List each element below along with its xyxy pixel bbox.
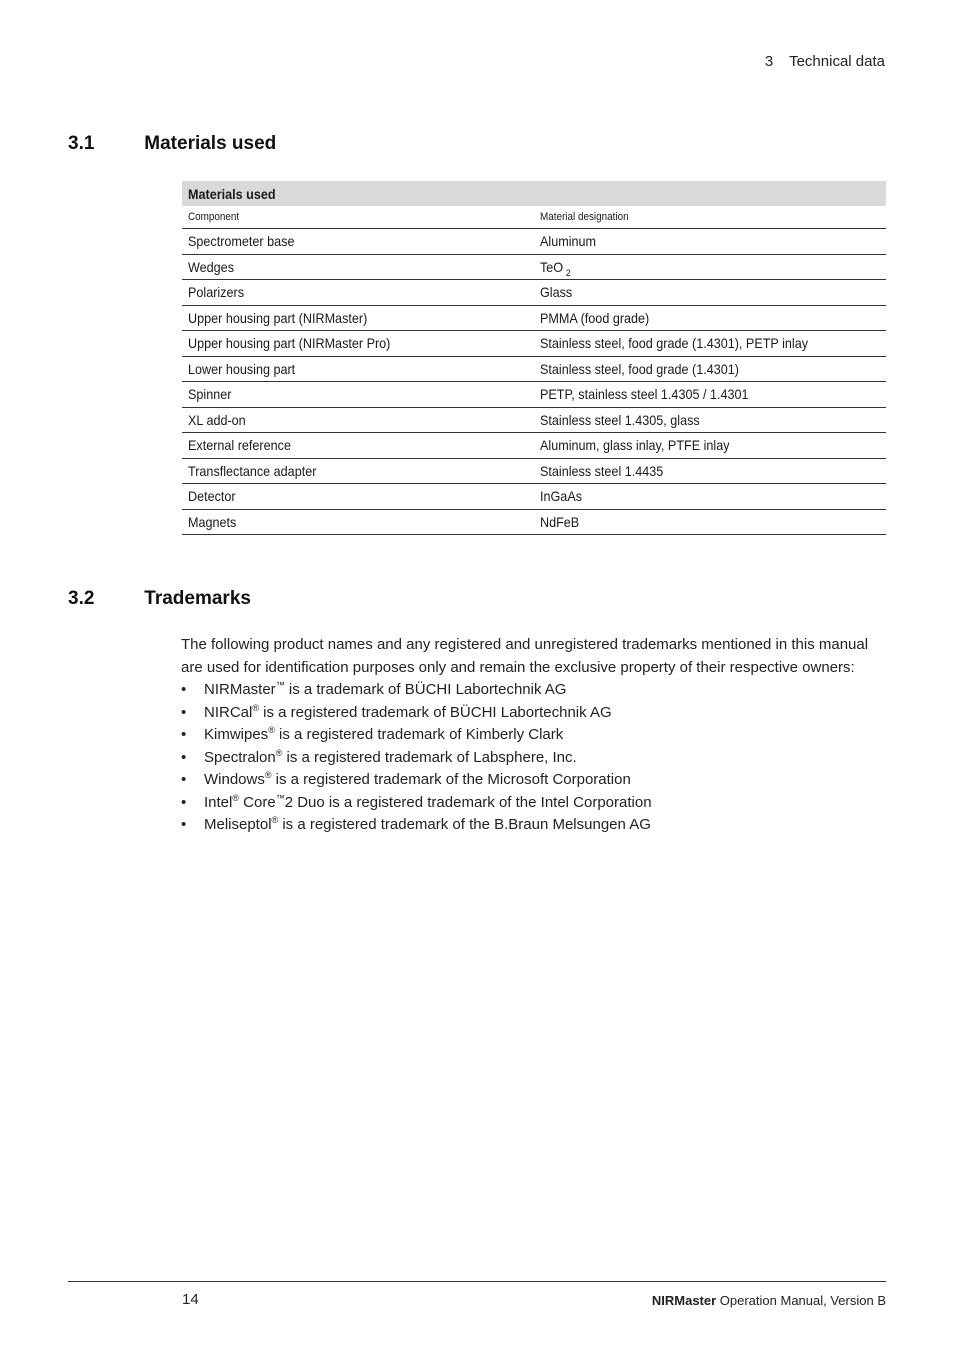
table-row	[182, 356, 886, 382]
trademark-text: is a trademark of BÜCHI Labortechnik AG	[284, 681, 567, 698]
material-cell: Stainless steel, food grade (1.4301), PETP inlay	[534, 331, 886, 357]
section-title: Materials used	[144, 133, 277, 154]
table-row	[182, 407, 886, 433]
material-cell: Stainless steel 1.4305, glass	[534, 407, 886, 433]
footer-doc-title: Operation Manual, Version B	[716, 1293, 886, 1308]
trademark-text: is a registered trademark of the Microsoft Corporation	[271, 771, 631, 788]
trademark-text: is a registered trademark of Kimberly Clark	[274, 726, 564, 743]
table-row	[182, 254, 886, 280]
chapter-title: Technical data	[789, 53, 885, 70]
list-item	[181, 724, 886, 747]
trademark-name: Intel	[204, 793, 233, 811]
trademark-symbol: ®	[264, 770, 272, 780]
chapter-number: 3	[764, 53, 774, 70]
table-row	[182, 509, 886, 535]
material-cell: Glass	[534, 280, 886, 306]
bullet: •	[181, 703, 187, 721]
trademark-symbol: ™	[275, 792, 285, 803]
table-row	[182, 458, 886, 484]
trademark-symbol: ®	[271, 815, 279, 825]
component-cell: Upper housing part (NIRMaster)	[182, 305, 534, 331]
trademark-symbol: ®	[252, 702, 259, 713]
column-header-component: Component	[182, 206, 534, 229]
component-cell: XL add-on	[182, 407, 534, 433]
component-cell: Polarizers	[182, 280, 534, 306]
trademark-symbol: ™	[275, 680, 285, 690]
list-item	[181, 679, 886, 702]
trademark-list	[181, 679, 886, 837]
trademark-text: is a registered trademark of BÜCHI Labortechnik AG	[258, 703, 612, 721]
list-item	[181, 702, 886, 725]
trademark-text: is a registered trademark of the B.Braun Melsungen AG	[278, 816, 651, 833]
list-item	[181, 747, 886, 770]
bullet: •	[181, 771, 187, 788]
list-item	[181, 814, 886, 837]
trademark-symbol: ®	[232, 792, 239, 803]
bullet: •	[181, 726, 187, 743]
bullet: •	[181, 816, 187, 833]
trademark-name: Core	[239, 793, 276, 811]
material-cell: PETP, stainless steel 1.4305 / 1.4301	[534, 382, 886, 408]
trademarks-body	[181, 634, 886, 837]
component-cell: Wedges	[182, 254, 534, 280]
component-cell: Lower housing part	[182, 356, 534, 382]
running-header	[765, 53, 885, 70]
section-title: Trademarks	[144, 588, 251, 609]
table-title-row	[182, 181, 886, 206]
trademark-name: NIRMaster	[204, 681, 276, 698]
component-cell: Spinner	[182, 382, 534, 408]
trademark-name: Windows	[204, 771, 265, 788]
section-number: 3.2	[68, 588, 95, 609]
bullet: •	[181, 681, 187, 698]
material-cell: TeO $_2$	[534, 254, 886, 280]
material-cell: Stainless steel, food grade (1.4301)	[534, 356, 886, 382]
list-item	[181, 769, 886, 792]
section-heading-trademarks	[68, 588, 251, 610]
material-cell: Stainless steel 1.4435	[534, 458, 886, 484]
material-cell: Aluminum	[534, 229, 886, 255]
footer-document-title	[652, 1293, 886, 1308]
table-row	[182, 484, 886, 510]
footer-rule	[68, 1281, 886, 1282]
component-cell: Detector	[182, 484, 534, 510]
column-header-material: Material designation	[534, 206, 886, 229]
table-row	[182, 229, 886, 255]
section-heading-materials	[68, 133, 276, 155]
trademark-name: NIRCal	[204, 703, 253, 721]
trademark-name: Kimwipes	[204, 726, 269, 743]
table-row	[182, 331, 886, 357]
table-title: Materials used	[182, 181, 886, 206]
material-cell: NdFeB	[534, 509, 886, 535]
material-cell: Aluminum, glass inlay, PTFE inlay	[534, 433, 886, 459]
page-number: 14	[182, 1291, 199, 1308]
material-cell: InGaAs	[534, 484, 886, 510]
table-row	[182, 280, 886, 306]
trademark-symbol: ®	[268, 725, 275, 735]
component-cell: Magnets	[182, 509, 534, 535]
trademarks-intro: The following product names and any registered and unregistered trademarks mentioned in this manual are used for identification purposes only and remain the exclusive property of their respective owners:	[181, 636, 869, 676]
table-row	[182, 382, 886, 408]
component-cell: External reference	[182, 433, 534, 459]
list-item	[181, 792, 886, 815]
trademark-name: Meliseptol	[204, 816, 272, 833]
component-cell: Upper housing part (NIRMaster Pro)	[182, 331, 534, 357]
trademark-text: is a registered trademark of Labsphere, Inc.	[282, 748, 577, 766]
materials-table	[182, 181, 886, 535]
bullet: •	[181, 793, 187, 811]
footer-product-name: NIRMaster	[651, 1293, 717, 1308]
table-header-row	[182, 206, 886, 229]
subscript: 2	[565, 267, 571, 278]
trademark-text: 2 Duo is a registered trademark of the Intel Corporation	[284, 793, 652, 811]
table-row	[182, 433, 886, 459]
component-cell: Spectrometer base	[182, 229, 534, 255]
bullet: •	[181, 748, 187, 766]
section-number: 3.1	[68, 133, 95, 154]
table-row	[182, 305, 886, 331]
material-cell: PMMA (food grade)	[534, 305, 886, 331]
component-cell: Transflectance adapter	[182, 458, 534, 484]
trademark-symbol: ®	[275, 747, 283, 758]
trademark-name: Spectralon	[204, 748, 276, 766]
